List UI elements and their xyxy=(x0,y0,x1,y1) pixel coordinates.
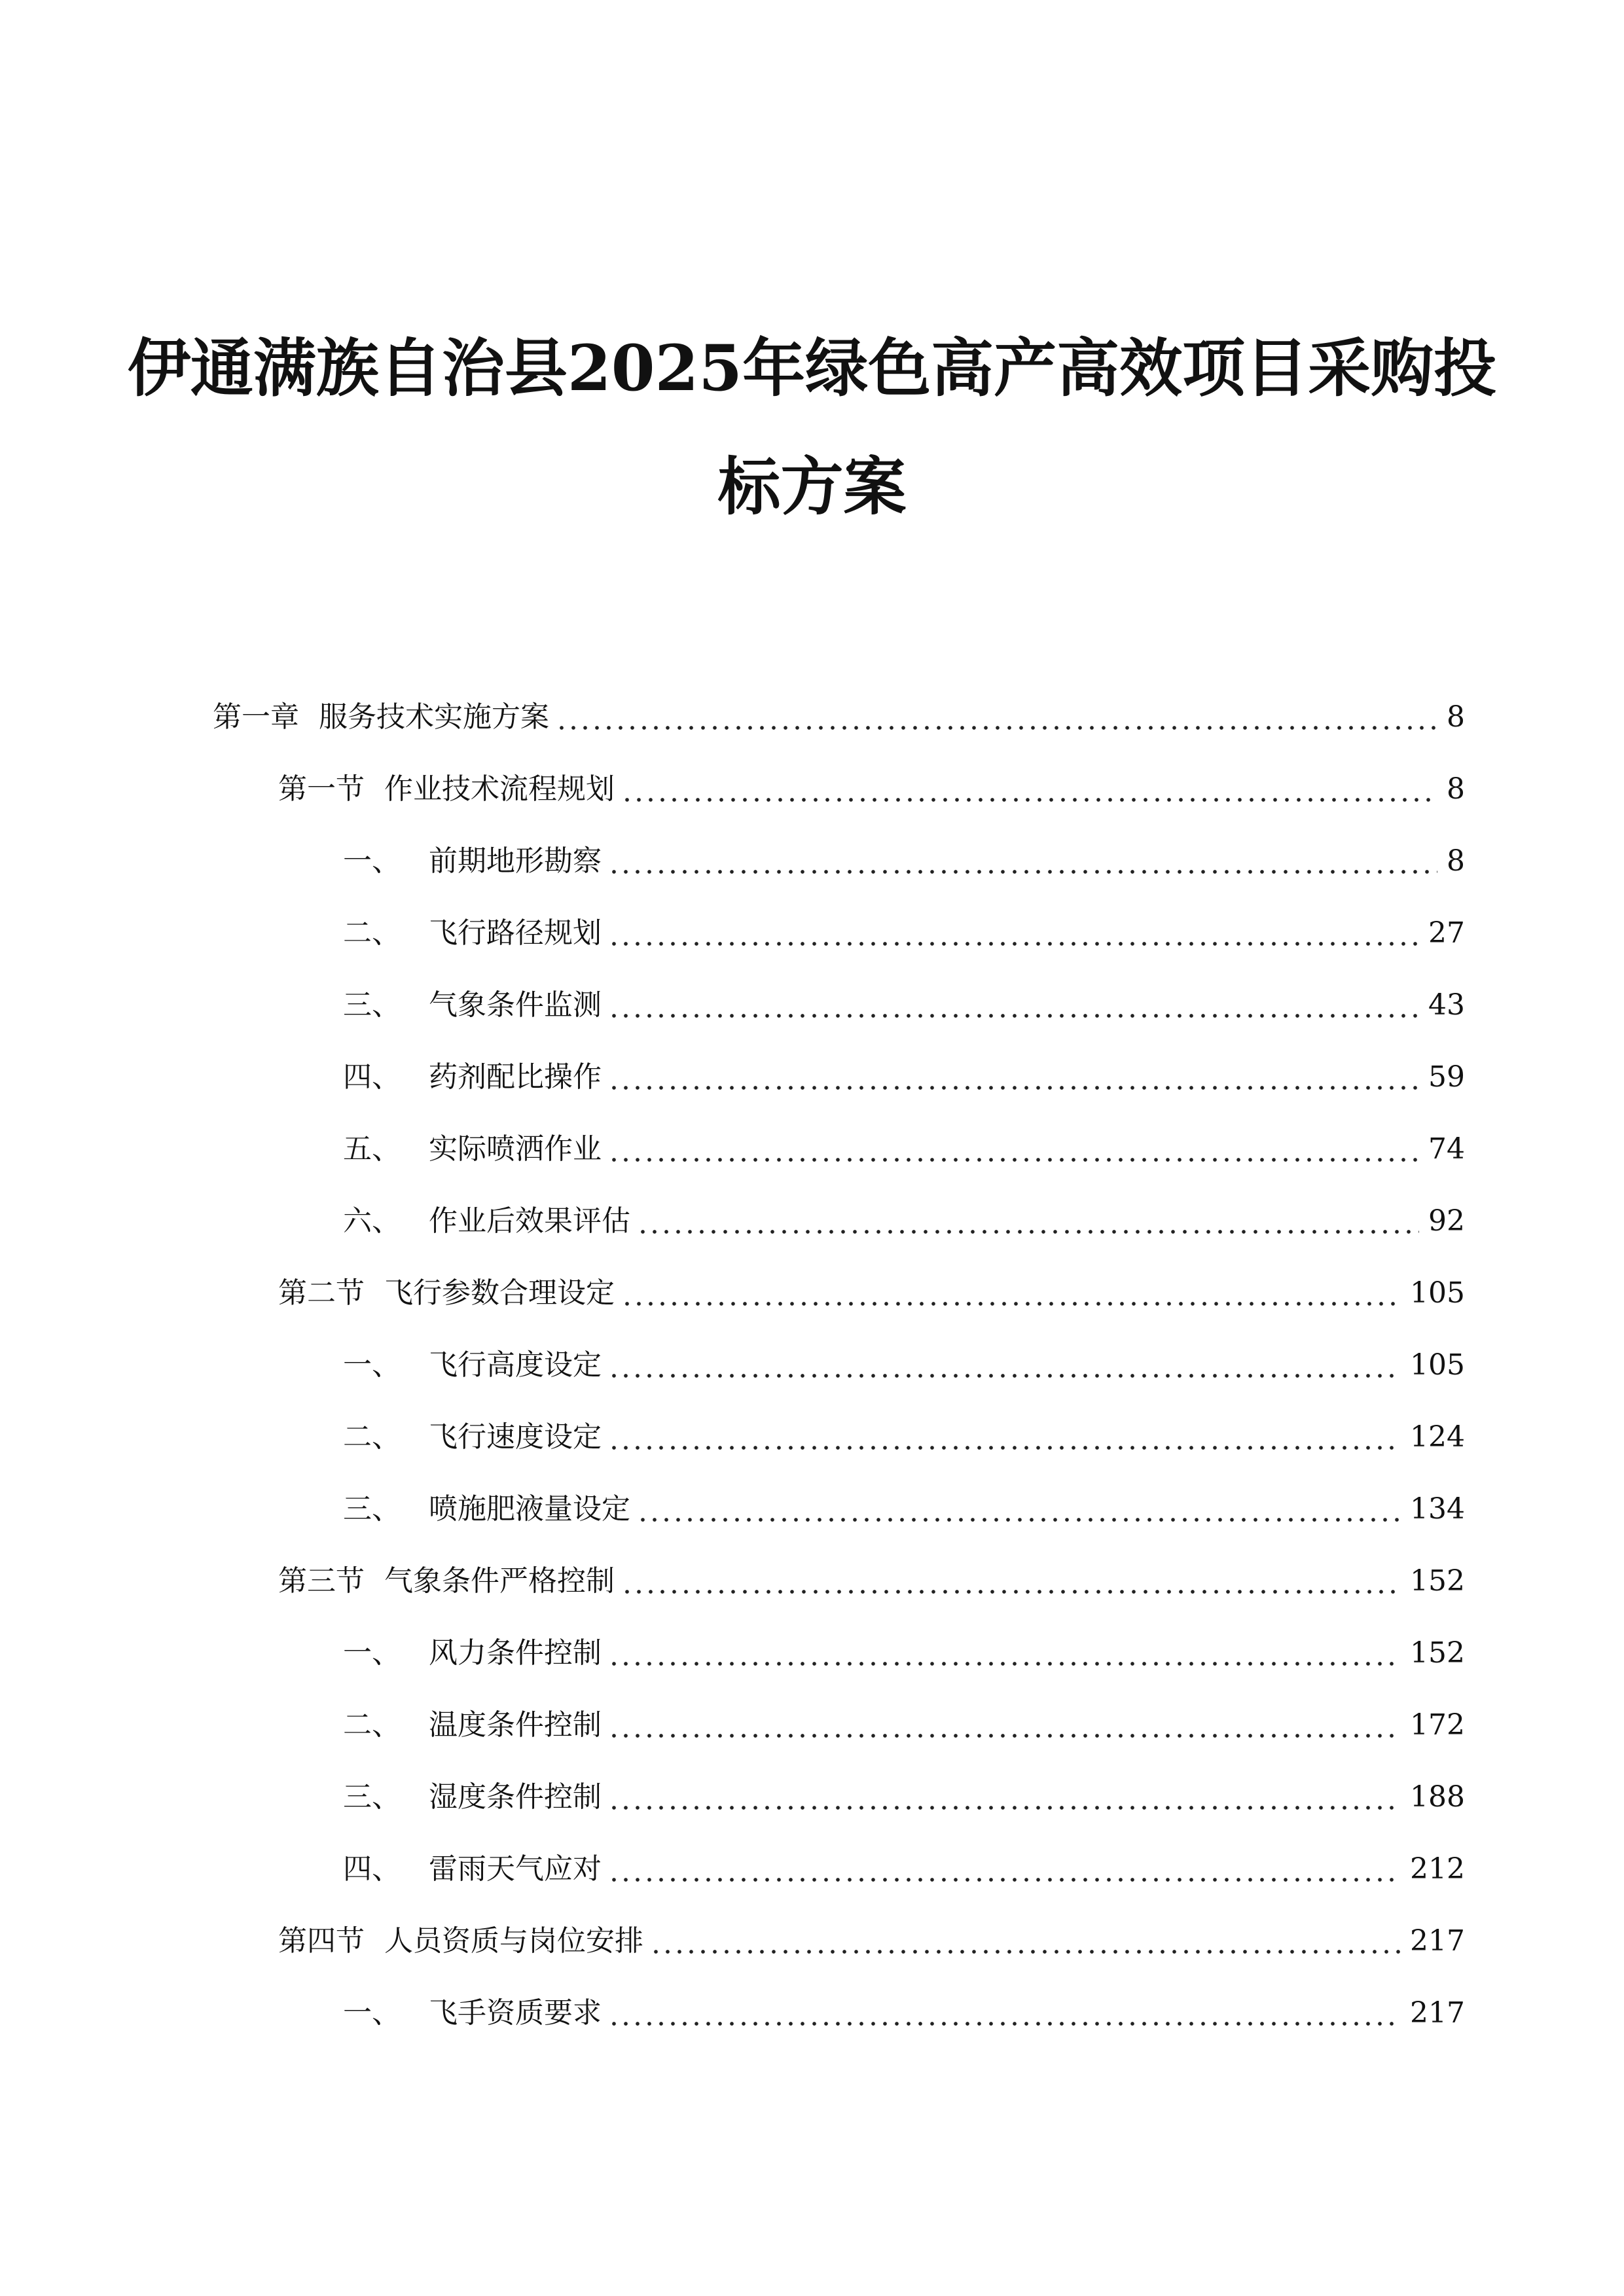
toc-entry[interactable] xyxy=(343,1778,1465,1817)
toc-dot-leader xyxy=(608,869,1437,874)
toc-entry-number: 四、 xyxy=(343,1852,401,1886)
toc-entry-number: 三、 xyxy=(343,1492,401,1526)
toc-page-number: 27 xyxy=(1428,916,1465,950)
toc-entry-number: 一、 xyxy=(343,1348,401,1382)
toc-entry-number: 二、 xyxy=(343,1708,401,1742)
toc-dot-leader xyxy=(608,1373,1401,1378)
toc-entry-title: 人员资质与岗位安排 xyxy=(384,1924,643,1958)
toc-entry[interactable] xyxy=(278,1274,1465,1313)
toc-dot-leader xyxy=(621,797,1437,802)
toc-page-number: 105 xyxy=(1410,1348,1465,1382)
toc-entry[interactable] xyxy=(343,1994,1465,2033)
toc-entry-title: 实际喷洒作业 xyxy=(429,1132,602,1166)
toc-entry-title: 飞行高度设定 xyxy=(429,1348,602,1382)
toc-page-number: 152 xyxy=(1410,1564,1465,1598)
toc-entry-number: 二、 xyxy=(343,1420,401,1454)
toc-entry-title: 气象条件监测 xyxy=(429,988,602,1022)
toc-entry[interactable] xyxy=(213,698,1465,737)
toc-entry-number: 第四节 xyxy=(278,1924,365,1958)
toc-entry-title: 作业技术流程规划 xyxy=(384,772,615,806)
toc-entry-number: 第一节 xyxy=(278,772,365,806)
toc-entry-title: 前期地形勘察 xyxy=(429,844,602,878)
toc-entry-number: 五、 xyxy=(343,1132,401,1166)
toc-entry-title: 飞行速度设定 xyxy=(429,1420,602,1454)
toc-entry-title: 飞手资质要求 xyxy=(429,1996,602,2030)
toc-page-number: 8 xyxy=(1447,844,1465,878)
toc-page-number: 172 xyxy=(1410,1708,1465,1742)
toc-entry[interactable] xyxy=(278,1922,1465,1961)
toc-entry-title: 飞行参数合理设定 xyxy=(384,1276,615,1310)
toc-entry[interactable] xyxy=(343,1634,1465,1673)
toc-entry-title: 作业后效果评估 xyxy=(429,1204,630,1238)
toc-page-number: 92 xyxy=(1428,1204,1465,1238)
toc-entry[interactable] xyxy=(343,1202,1465,1241)
toc-entry[interactable] xyxy=(343,1130,1465,1169)
toc-dot-leader xyxy=(608,1661,1401,1666)
toc-entry[interactable] xyxy=(343,1850,1465,1889)
toc-entry-number: 三、 xyxy=(343,988,401,1022)
toc-entry-number: 三、 xyxy=(343,1780,401,1814)
toc-entry[interactable] xyxy=(343,986,1465,1025)
toc-page-number: 188 xyxy=(1410,1780,1465,1814)
toc-dot-leader xyxy=(637,1517,1401,1522)
toc-entry-number: 二、 xyxy=(343,916,401,950)
toc-entry[interactable] xyxy=(278,770,1465,809)
toc-entry[interactable] xyxy=(343,1346,1465,1385)
toc-entry[interactable] xyxy=(343,1706,1465,1745)
toc-page-number: 124 xyxy=(1410,1420,1465,1454)
toc-dot-leader xyxy=(621,1589,1401,1594)
toc-entry-title: 气象条件严格控制 xyxy=(384,1564,615,1598)
toc-page-number: 152 xyxy=(1410,1636,1465,1670)
toc-dot-leader xyxy=(556,725,1437,730)
toc-entry[interactable] xyxy=(343,1058,1465,1097)
toc-dot-leader xyxy=(608,2021,1401,2026)
toc-dot-leader xyxy=(608,1877,1401,1882)
toc-dot-leader xyxy=(608,1085,1419,1090)
toc-entry-title: 湿度条件控制 xyxy=(429,1780,602,1814)
toc-page-number: 105 xyxy=(1410,1276,1465,1310)
toc-entry-title: 温度条件控制 xyxy=(429,1708,602,1742)
toc-entry-number: 四、 xyxy=(343,1060,401,1094)
toc-page-number: 43 xyxy=(1428,988,1465,1022)
toc-entry[interactable] xyxy=(343,842,1465,881)
toc-dot-leader xyxy=(608,1733,1401,1738)
toc-dot-leader xyxy=(608,1157,1419,1162)
toc-dot-leader xyxy=(608,1805,1401,1810)
toc-dot-leader xyxy=(621,1301,1401,1306)
toc-page-number: 217 xyxy=(1410,1996,1465,2030)
toc-entry-number: 六、 xyxy=(343,1204,401,1238)
toc-dot-leader xyxy=(608,1445,1401,1450)
toc-dot-leader xyxy=(637,1229,1419,1234)
toc-page-number: 217 xyxy=(1410,1924,1465,1958)
toc-entry[interactable] xyxy=(278,1562,1465,1601)
toc-entry[interactable] xyxy=(343,914,1465,953)
toc-entry-title: 药剂配比操作 xyxy=(429,1060,602,1094)
toc-entry[interactable] xyxy=(343,1418,1465,1457)
toc-dot-leader xyxy=(608,941,1419,946)
toc-entry-number: 一、 xyxy=(343,844,401,878)
document-title-line-2: 标方案 xyxy=(717,450,907,524)
toc-page-number: 134 xyxy=(1410,1492,1465,1526)
toc-page-number: 8 xyxy=(1447,772,1465,806)
toc-entry-title: 飞行路径规划 xyxy=(429,916,602,950)
toc-entry-number: 第三节 xyxy=(278,1564,365,1598)
toc-entry-title: 风力条件控制 xyxy=(429,1636,602,1670)
toc-page-number: 59 xyxy=(1428,1060,1465,1094)
toc-entry-number: 一、 xyxy=(343,1636,401,1670)
toc-entry-number: 第一章 xyxy=(213,700,299,734)
toc-entry-number: 第二节 xyxy=(278,1276,365,1310)
toc-entry-title: 喷施肥液量设定 xyxy=(429,1492,630,1526)
toc-entry[interactable] xyxy=(343,1490,1465,1529)
toc-dot-leader xyxy=(650,1949,1401,1954)
toc-entry-title: 雷雨天气应对 xyxy=(429,1852,602,1886)
toc-entry-number: 一、 xyxy=(343,1996,401,2030)
toc-page-number: 212 xyxy=(1410,1852,1465,1886)
toc-page-number: 74 xyxy=(1428,1132,1465,1166)
toc-page-number: 8 xyxy=(1447,700,1465,734)
toc-entry-title: 服务技术实施方案 xyxy=(319,700,549,734)
document-title-line-1: 伊通满族自治县2025年绿色高产高效项目采购投 xyxy=(127,331,1497,405)
toc-dot-leader xyxy=(608,1013,1419,1018)
